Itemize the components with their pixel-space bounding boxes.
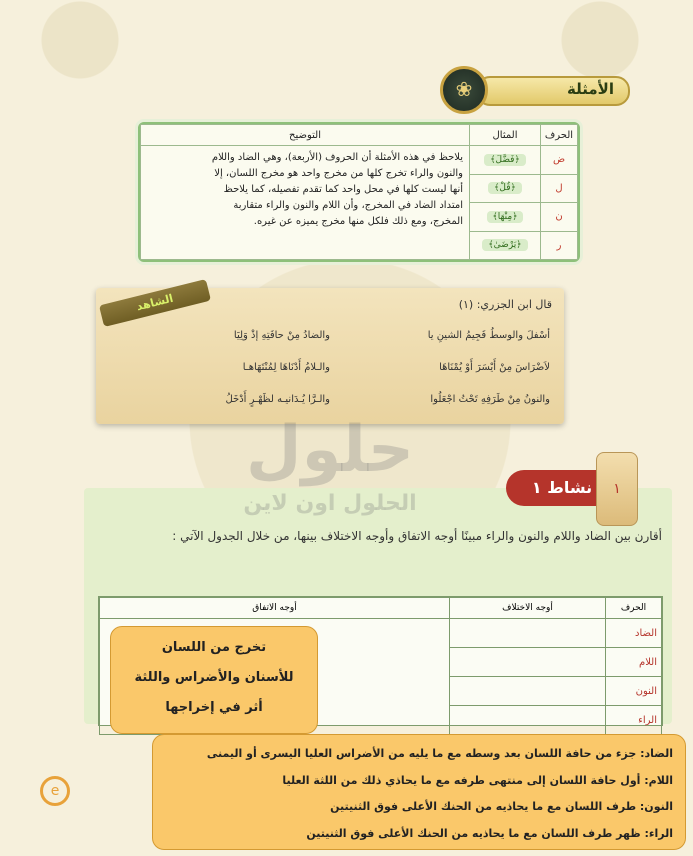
- differences-cell[interactable]: [450, 706, 606, 735]
- letter-cell: الضاد: [606, 619, 662, 648]
- col-header-letter: الحرف: [606, 598, 662, 619]
- section-header: [440, 66, 630, 110]
- poem-line: لاَضْرَاسَ مِنْ أَيْسَرَ أَوْ يُمْنَاهَا والـلامُ أَدْنَاهَا لِمُنْتَهَاهـا: [242, 362, 550, 373]
- example-word: ﴿مِنْهَا﴾: [487, 211, 524, 223]
- example-word: ﴿قُلْ﴾: [488, 182, 522, 194]
- letter-cell: الراء: [606, 706, 662, 735]
- col-header-differences: أوجه الاختلاف: [450, 598, 606, 619]
- answer-line: اللام: أول حافة اللسان إلى منتهى طرفه مع ما يحاذي ذلك من اللثة العليا: [282, 773, 673, 787]
- col-header-example: المثال: [470, 125, 541, 146]
- differences-cell[interactable]: [450, 648, 606, 677]
- ornament-icon: ❀: [440, 66, 488, 114]
- header-bar: [476, 76, 630, 106]
- table-row: [141, 146, 578, 175]
- answer-line: الضاد: جزء من حافة اللسان بعد وسطه مع ما يليه من الأضراس العليا اليسرى أو اليمنى: [206, 747, 673, 760]
- example-word: ﴿فَضَّلَ﴾: [484, 154, 525, 166]
- differences-cell[interactable]: [450, 619, 606, 648]
- col-header-agreement: أوجه الاتفاق: [100, 598, 450, 619]
- example-word: ﴿يَرْضَىٰ﴾: [482, 239, 527, 251]
- col-header-letter: الحرف: [541, 125, 578, 146]
- col-header-explanation: التوضيح: [141, 125, 470, 146]
- example-letter: ض: [541, 146, 578, 175]
- agreement-answer-card: تخرج من اللسان للأسنان والأضراس واللثة أثر في إخراجها: [110, 626, 318, 734]
- poem-source: قال ابن الجزري: (١): [458, 298, 552, 311]
- poem-ribbon: الشاهد: [99, 279, 211, 327]
- letter-cell: النون: [606, 677, 662, 706]
- letter-cell: اللام: [606, 648, 662, 677]
- answer-line: الراء: ظهر طرف اللسان مع ما يحاذيه من الحنك الأعلى فوق الثنيتين: [306, 826, 673, 840]
- example-letter: ر: [541, 231, 578, 260]
- example-letter: ل: [541, 174, 578, 203]
- explanation-text: يلاحظ في هذه الأمثلة أن الحروف (الأربعة)، وهي الضاد واللام والنون والراء تخرج كلها من مخرج واحد هو مخرج اللسان، إلا أنها ليست كلها في محل واحد كما تقدم تفصيله، كما يلاحظ امتداد الضاد في المخرج، وأن اللام والنون والراء متقاربة المخرج، ومع ذلك فلكل منها مخرج يميزه عن غيره.: [141, 146, 470, 260]
- publisher-logo-icon: e: [40, 776, 70, 806]
- example-letter: ن: [541, 203, 578, 232]
- differences-answer-card: [152, 734, 686, 850]
- answer-line: النون: طرف اللسان مع ما يحاذيه من الحنك الأعلى فوق الثنيتين: [330, 800, 673, 813]
- watermark: حلول الحلول اون لاين: [243, 413, 417, 516]
- poem-line: والنونُ مِنْ طَرَفِهِ تَحْتُ اجْعَلُوا والـرَّا يُـدَانيـه لظَهْـرٍ أَدْخَلُ: [225, 394, 550, 405]
- activity-badge: نشاط ١: [506, 470, 618, 506]
- scroll-icon: ١: [596, 452, 638, 526]
- poem-line: أسْفلَ والوسطُ فَجِيمُ الشينِ يا والضادُ مِنْ حافَتِهِ إذْ وَلِيَا: [233, 330, 550, 341]
- differences-cell[interactable]: [450, 677, 606, 706]
- activity-instructions: أقارن بين الضاد واللام والنون والراء مبينًا أوجه الاتفاق وأوجه الاختلاف بينها، من خلال الجدول الآتي :: [172, 529, 662, 543]
- section-title: الأمثلة: [567, 80, 614, 98]
- examples-table: [138, 122, 580, 262]
